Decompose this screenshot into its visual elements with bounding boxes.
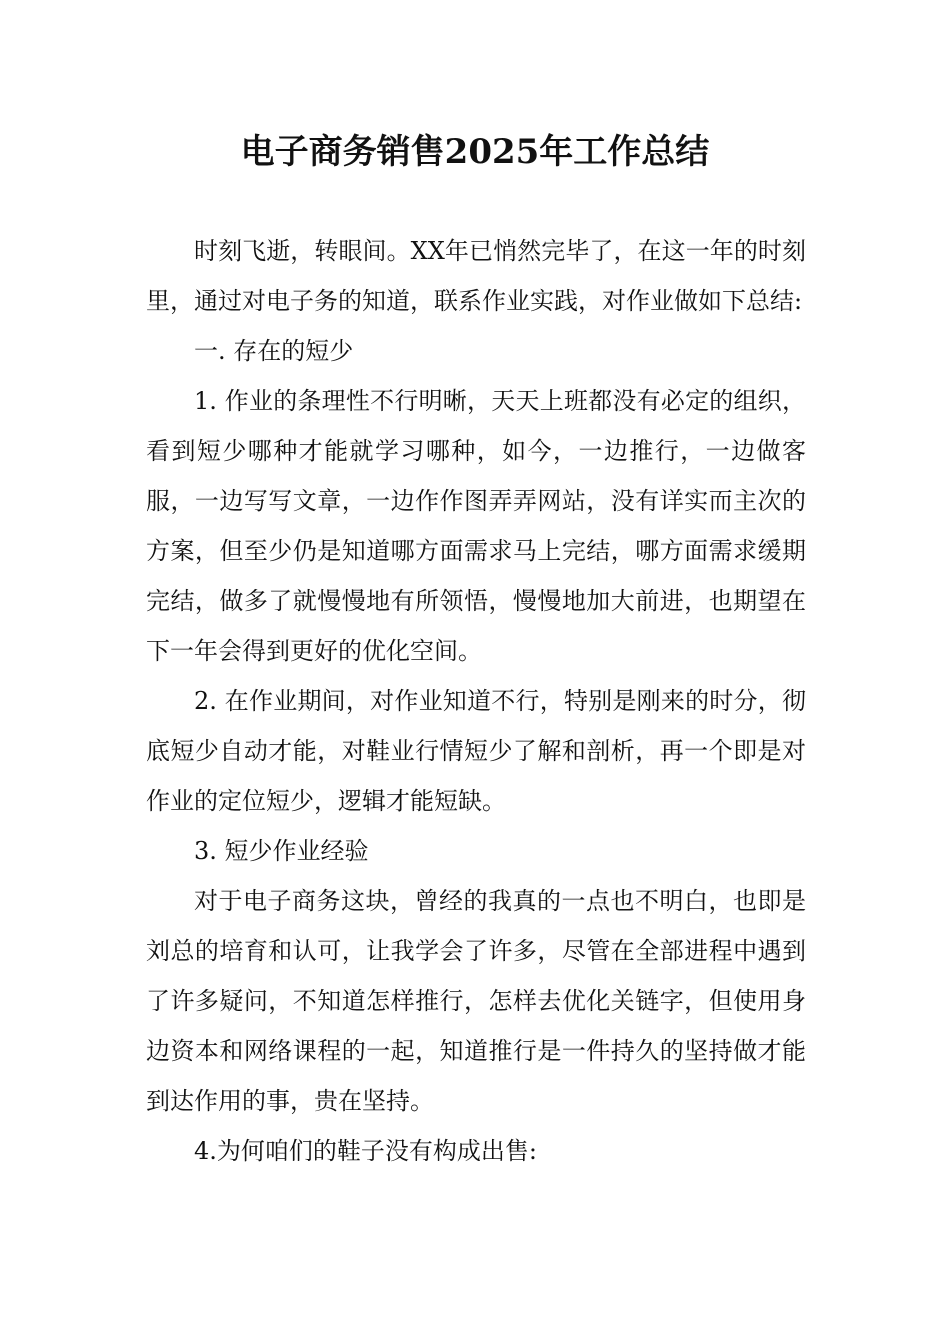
section-heading-1: 一. 存在的短少: [194, 337, 354, 365]
document-title: 电子商务销售2025年工作总结: [240, 132, 710, 172]
paragraph-item-3-heading: 3. 短少作业经验: [194, 837, 369, 865]
paragraph-item-3-text: 对于电子商务这块，曾经的我真的一点也不明白，也即是刘总的培育和认可，让我学会了许多，尽管在全部进程中遇到了许多疑问，不知道怎样推行，怎样去优化关链字，但使用身边资本和网络课程的一起，知道推行是一件持久的坚持做才能到达作用的事，贵在坚持。: [146, 887, 806, 1115]
document-body: [146, 226, 806, 1176]
paragraph-item-2: 2. 在作业期间，对作业知道不行，特别是刚来的时分，彻底短少自动才能，对鞋业行情短少了解和剖析，再一个即是对作业的定位短少，逻辑才能短缺。: [146, 687, 806, 815]
paragraph-item-4-heading: 4.为何咱们的鞋子没有构成出售:: [194, 1137, 537, 1165]
paragraph-item-1: 1. 作业的条理性不行明晰，天天上班都没有必定的组织，看到短少哪种才能就学习哪种，如今，一边推行，一边做客服，一边写写文章，一边作作图弄弄网站，没有详实而主次的方案，但至少仍是知道哪方面需求马上完结，哪方面需求缓期完结，做多了就慢慢地有所领悟，慢慢地加大前进，也期望在下一年会得到更好的优化空间。: [146, 387, 806, 665]
paragraph-intro: 时刻飞逝，转眼间。XX年已悄然完毕了，在这一年的时刻里，通过对电子务的知道，联系作业实践，对作业做如下总结:: [146, 237, 806, 315]
